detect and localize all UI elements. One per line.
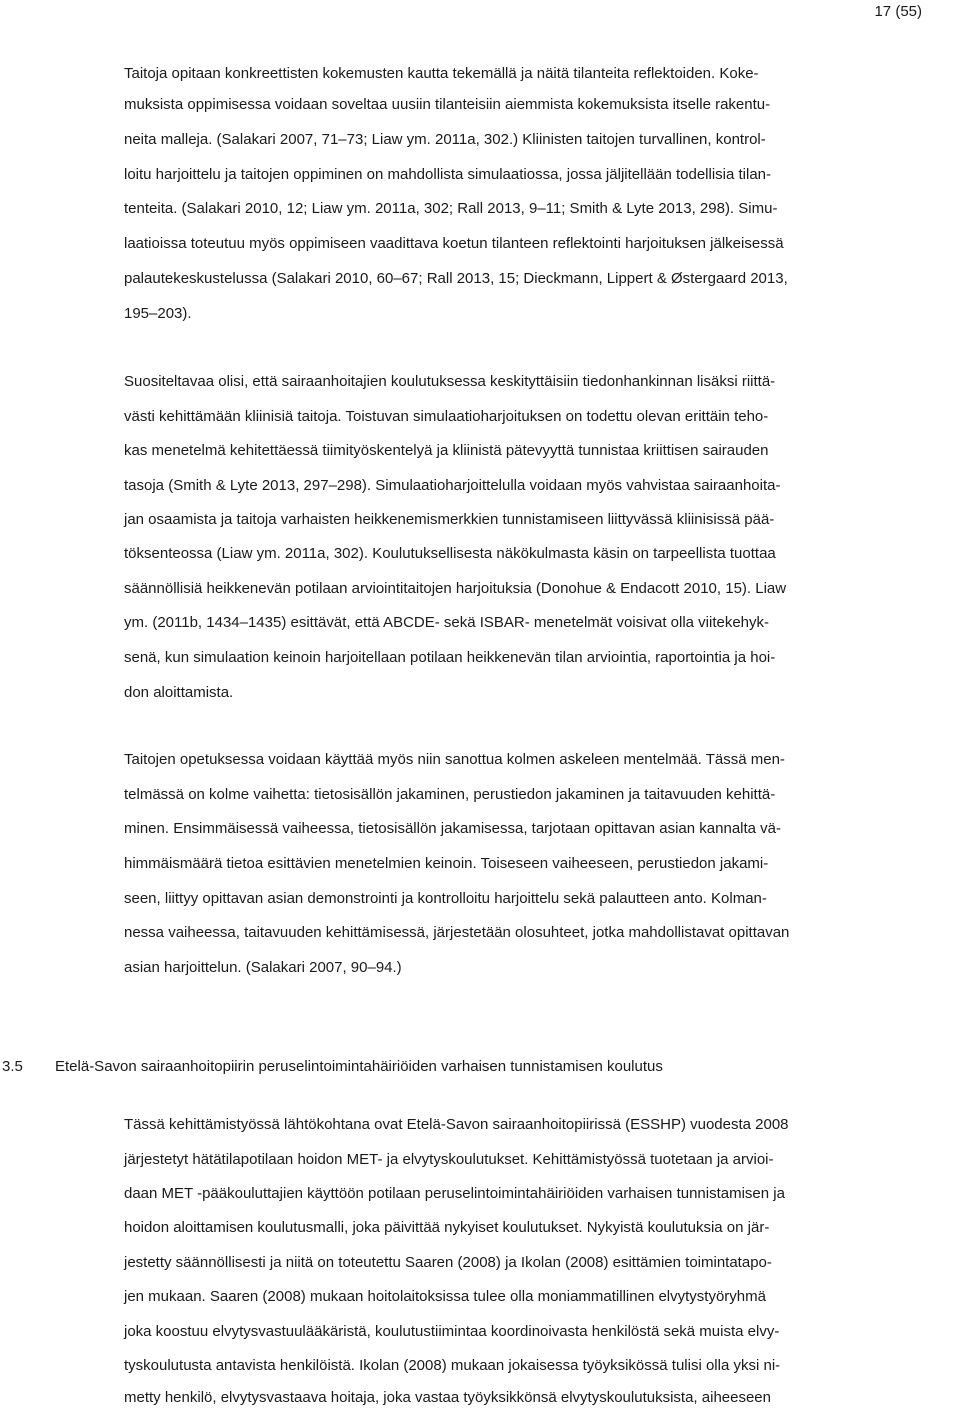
text-line: jestetty säännöllisesti ja niitä on toteutettu Saaren (2008) ja Ikolan (2008) esittämien toimintatapo- — [124, 1254, 772, 1271]
text-line: 195–203). — [124, 305, 192, 322]
text-line: ym. (2011b, 1434–1435) esittävät, että ABCDE- sekä ISBAR- menetelmät voisivat olla viitekehyk- — [124, 614, 770, 631]
text-line: nessa vaiheessa, taitavuuden kehittämisessä, järjestetään olosuhteet, jotka mahdollistavat opittavan — [124, 924, 790, 941]
text-line: muksista oppimisessa voidaan soveltaa uusiin tilanteisiin aiemmista kokemuksista itselle rakentu- — [124, 96, 771, 113]
text-line: järjestetyt hätätilapotilaan hoidon MET- ja elvytyskoulutukset. Kehittämistyössä tuotetaan ja arvioi- — [124, 1151, 774, 1168]
text-line: Taitojen opetuksessa voidaan käyttää myös niin sanottua kolmen askeleen mentelmää. Tässä men- — [124, 751, 785, 768]
text-line: laatioissa toteutuu myös oppimiseen vaadittava koetun tilanteen reflektointi harjoituksen jälkeisessä — [124, 235, 784, 252]
section-title: Etelä-Savon sairaanhoitopiirin peruselintoimintahäiriöiden varhaisen tunnistamisen koulutus — [55, 1058, 663, 1075]
text-line: säännöllisiä heikkenevän potilaan arviointitaitojen harjoituksia (Donohue & Endacott 2010, 15). Liaw — [124, 580, 787, 597]
text-line: kas menetelmä kehitettäessä tiimityöskentelyä ja kliinistä pätevyyttä tunnistaa kriittisen sairauden — [124, 442, 769, 459]
text-line: loitu harjoittelu ja taitojen oppiminen on mahdollista simulaatiossa, jossa jäljitellään todellisia tilan- — [124, 166, 772, 183]
text-line: jen mukaan. Saaren (2008) mukaan hoitolaitoksissa tulee olla moniammatillinen elvytystyöryhmä — [124, 1288, 766, 1305]
text-line: himmäismäärä tietoa esittävien menetelmien keinoin. Toiseseen vaiheeseen, perustiedon jakami- — [124, 855, 769, 872]
text-line: asian harjoittelun. (Salakari 2007, 90–94.) — [124, 959, 402, 976]
text-line: tasoja (Smith & Lyte 2013, 297–298). Simulaatioharjoittelulla voidaan myös vahvistaa sairaanhoita- — [124, 477, 781, 494]
text-line: telmässä on kolme vaihetta: tietosisällön jakaminen, perustiedon jakaminen ja taitavuuden kehittä- — [124, 786, 776, 803]
text-line: don aloittamista. — [124, 684, 234, 701]
text-line: daan MET -pääkouluttajien käyttöön potilaan peruselintoimintahäiriöiden varhaisen tunnistamisen ja — [124, 1185, 785, 1202]
text-line: metty henkilö, elvytysvastaava hoitaja, joka vastaa työyksikkönsä elvytyskoulutuksista, aiheeseen — [124, 1389, 771, 1406]
text-line: seen, liittyy opittavan asian demonstrointi ja kontrolloitu harjoittelu sekä palautteen anto. Kolman- — [124, 890, 767, 907]
text-line: minen. Ensimmäisessä vaiheessa, tietosisällön jakamisessa, tarjotaan opittavan asian kannalta vä- — [124, 820, 782, 837]
text-line: töksenteossa (Liaw ym. 2011a, 302). Koulutuksellisesta näkökulmasta käsin on tarpeellista tuottaa — [124, 545, 776, 562]
text-line: Taitoja opitaan konkreettisten kokemusten kautta tekemällä ja näitä tilanteita reflektoiden. Koke- — [124, 65, 759, 82]
text-line: senä, kun simulaation keinoin harjoitellaan potilaan heikkenevän tilan arviointia, raportointia ja hoi- — [124, 649, 776, 666]
text-line: hoidon aloittamisen koulutusmalli, joka päivittää nykyiset koulutukset. Nykyistä koulutuksia on jär- — [124, 1219, 770, 1236]
text-line: västi kehittämään kliinisiä taitoja. Toistuvan simulaatioharjoituksen on todettu olevan erittäin teho- — [124, 408, 769, 425]
text-line: neita malleja. (Salakari 2007, 71–73; Liaw ym. 2011a, 302.) Kliinisten taitojen turvallinen, kontrol- — [124, 131, 766, 148]
text-line: joka koostuu elvytysvastuulääkäristä, koulutustiimintaa koordinoivasta henkilöstä sekä muista elvy- — [124, 1323, 780, 1340]
text-line: palautekeskustelussa (Salakari 2010, 60–67; Rall 2013, 15; Dieckmann, Lippert & Østergaard 2013, — [124, 270, 788, 287]
page-number: 17 (55) — [874, 3, 922, 20]
text-line: jan osaamista ja taitoja varhaisten heikkenemismerkkien tunnistamiseen liittyvässä kliinisissä pää- — [124, 511, 775, 528]
text-line: tenteita. (Salakari 2010, 12; Liaw ym. 2011a, 302; Rall 2013, 9–11; Smith & Lyte 2013, 298). Simu- — [124, 200, 778, 217]
text-line: Suositeltavaa olisi, että sairaanhoitajien koulutuksessa keskityttäisiin tiedonhankinnan lisäksi riittä- — [124, 373, 776, 390]
section-number: 3.5 — [2, 1058, 23, 1075]
text-line: tyskoulutusta antavista henkilöistä. Ikolan (2008) mukaan jokaisessa työyksikössä tulisi olla yksi ni- — [124, 1357, 781, 1374]
text-line: Tässä kehittämistyössä lähtökohtana ovat Etelä-Savon sairaanhoitopiirissä (ESSHP) vuodesta 2008 — [124, 1116, 789, 1133]
